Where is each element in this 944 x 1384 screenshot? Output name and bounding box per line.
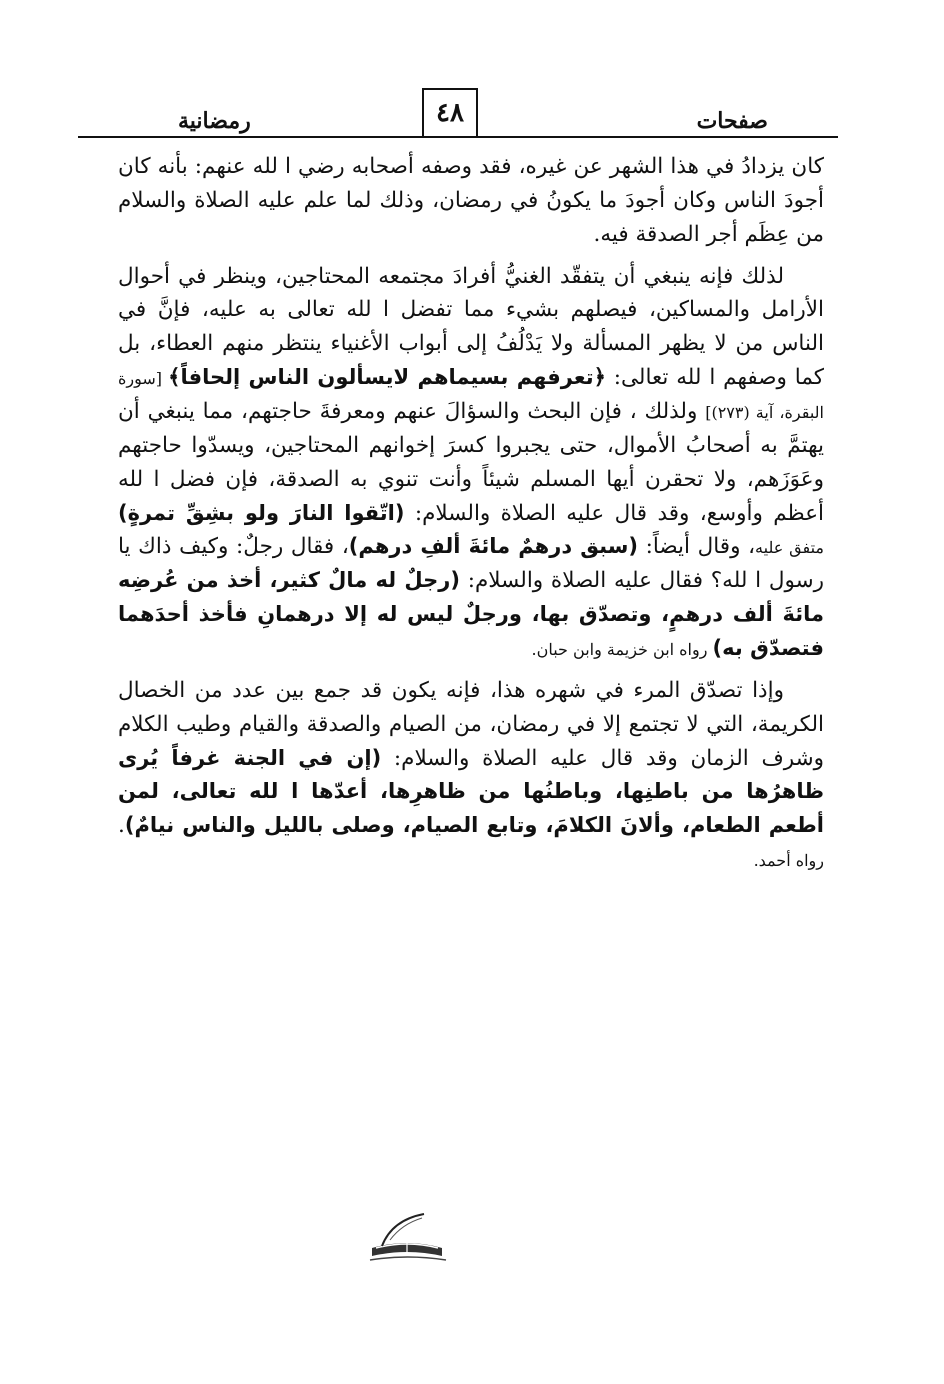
body-text: ولذلك ، فإن البحث والسؤالَ عنهم ومعرفةَ حاجتهم، مما ينبغي أن يهتمَّ به أصحابُ الأموال، حتى يجبروا كسرَ إخوانهم المحتاجين، ويسدّوا حاجتهم وعَوَزَهم، ولا تحقرن أيها المسلم شيئاً وأنت تنوي به الصدقة، فإن فضل ا لله أعظم وأوسع، وقد قال عليه الصلاة والسلام: bbox=[118, 399, 824, 526]
quoted-text: (اتّقوا النارَ ولو بشِقِّ تمرةٍ) bbox=[118, 500, 405, 525]
book-quill-ornament-icon bbox=[362, 1210, 452, 1270]
body-paragraph bbox=[118, 260, 824, 666]
page-header bbox=[78, 88, 838, 138]
header-book-title: صفحات bbox=[696, 108, 768, 134]
body-paragraph bbox=[118, 674, 824, 877]
body-text: لذلك فإنه ينبغي أن يتفقّد الغنيُّ أفرادَ مجتمعه المحتاجين، وينظر في أحوال الأرامل والمساكين، فيصلهم بشيء مما تفضل ا لله تعالى به عليه، فإنَّ في الناس من لا يظهر المسألة ولا يَدْلُفُ إلى أبواب الأغنياء ينتظر منهم العطاء، بل كما وصفهم ا لله تعالى: bbox=[118, 263, 824, 391]
body-text: . bbox=[118, 813, 125, 839]
body-text: وإذا تصدّق المرء في شهره هذا، فإنه يكون قد جمع بين عدد من الخصال الكريمة، التي لا تجتمع إلا في رمضان، من الصيام والصدقة والقيام وطيب الكلام وشرف الزمان وقد قال عليه الصلاة والسلام: bbox=[118, 677, 824, 771]
body-text: ، فقال رجلٌ: وكيف ذاك يا رسول ا لله؟ فقال عليه الصلاة والسلام: bbox=[118, 534, 824, 594]
citation: رواه أحمد. bbox=[753, 851, 824, 871]
quoted-text: (سبق درهمٌ مائةَ ألفِ درهم) bbox=[348, 534, 638, 559]
quoted-text: ﴿تعرفهم بسيماهم لايسألون الناس إلحافاً﴾ bbox=[168, 365, 606, 390]
header-book-subtitle: رمضانية bbox=[178, 108, 251, 134]
quoted-text: (رجلٌ له مالٌ كثير، أخذ من عُرضِه مائةَ ألف درهمٍ، وتصدّق بها، ورجلٌ ليس له إلا درهمانِ فأخذ أحدَهما فتصدّق به) bbox=[118, 568, 824, 661]
quoted-text: (إن في الجنة غرفاً يُرى ظاهرُها من باطنِها، وباطنُها من ظاهرِها، أعدّها ا لله تعالى، لمن أطعم الطعام، وألانَ الكلامَ، وتابع الصيام، وصلى بالليل والناس نيامٌ) bbox=[118, 745, 824, 838]
citation: رواه ابن خزيمة وابن حبان. bbox=[531, 640, 713, 660]
citation: [سورة البقرة، آية (٢٧٣)] bbox=[118, 369, 824, 423]
body-paragraph bbox=[118, 150, 824, 252]
page-number: ٤٨ bbox=[422, 88, 478, 138]
page-body bbox=[118, 150, 824, 885]
body-text: ، وقال أيضاً: bbox=[637, 534, 756, 560]
body-text: كان يزدادُ في هذا الشهر عن غيره، فقد وصفه أصحابه رضي ا لله عنهم: بأنه كان أجودَ الناس وكان أجودَ ما يكونُ في رمضان، وذلك لما علم عليه الصلاة والسلام من عِظَم أجر الصدقة فيه. bbox=[118, 154, 824, 247]
citation: متفق عليه bbox=[755, 538, 824, 558]
